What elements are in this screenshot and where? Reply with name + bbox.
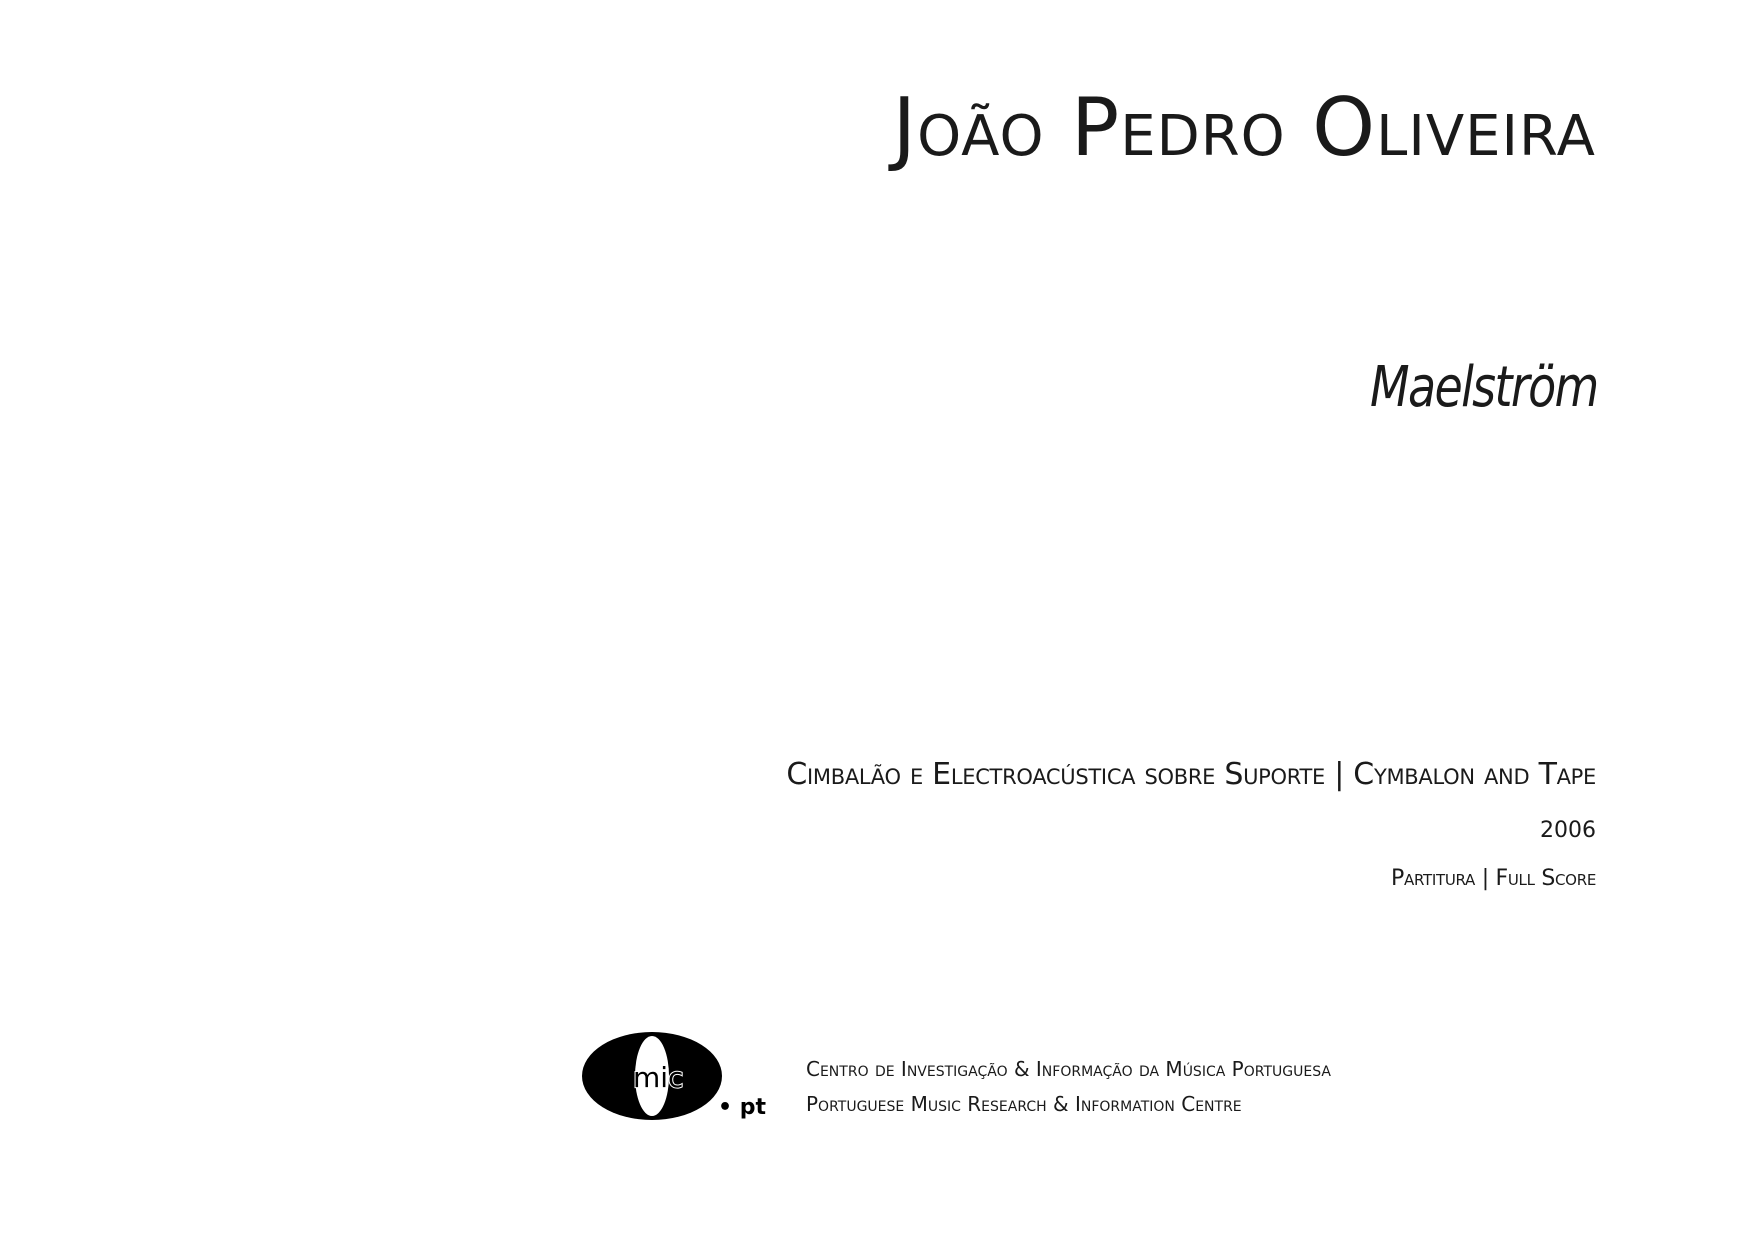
work-title: Maelström (1370, 355, 1598, 420)
score-type: Partitura | Full Score (1391, 866, 1596, 891)
mic-pt-logo (578, 1026, 768, 1126)
composer-name: João Pedro Oliveira (892, 81, 1596, 174)
instrumentation: Cimbalão e Electroacústica sobre Suporte | Cymbalon and Tape (786, 757, 1596, 792)
composition-year: 2006 (1540, 818, 1596, 843)
logo-text: mic (633, 1061, 684, 1094)
logo-suffix: • pt (718, 1095, 766, 1120)
institution-name-en: Portuguese Music Research & Information Centre (806, 1092, 1242, 1116)
institution-block (806, 1052, 1331, 1122)
institution-name-pt: Centro de Investigação & Informação da Música Portuguesa (806, 1057, 1331, 1081)
